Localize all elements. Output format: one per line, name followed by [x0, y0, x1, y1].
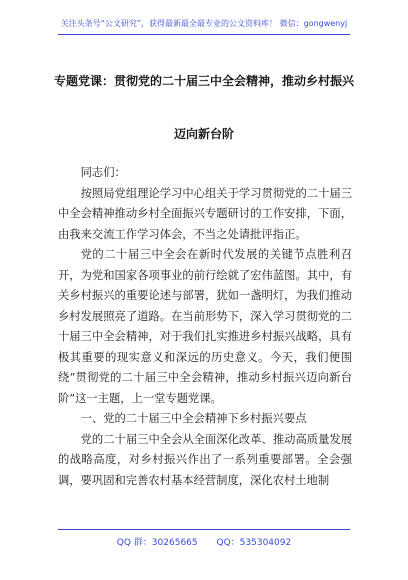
document-body: [58, 163, 352, 491]
header-divider: [58, 34, 350, 35]
section-heading: 一、党的二十届三中全会精神下乡村振兴要点: [80, 412, 307, 425]
page-footer: [0, 535, 408, 548]
footer-divider: [58, 529, 350, 530]
qq-number: QQ：535304092: [216, 538, 292, 548]
page-header: 关注头条号“公文研究”，获得最新最全最专业的公文资料库！ 微信：gongwenyj: [60, 19, 348, 28]
qq-group-number: QQ 群：30265665: [116, 538, 198, 548]
document-title-line-1: 专题党课：贯彻党的二十届三中全会精神，推动乡村振兴: [53, 74, 354, 88]
paragraph: 党的二十届三中全会从全面深化改革、推动高质量发展的战略高度，对乡村振兴作出了一系列重要部署。全会强调，要巩固和完善农村基本经营制度，深化农村土地制: [58, 432, 352, 487]
greeting: 同志们：: [80, 166, 126, 179]
paragraph: 党的二十届三中全会在新时代发展的关键节点胜利召开，为党和国家各项事业的前行绘就了宏伟蓝图。其中，有关乡村振兴的重要论述与部署，犹如一盏明灯，为我们推动乡村发展照亮了道路。在当前形势下，深入学习贯彻党的二十届三中全会精神，对于我们扎实推进乡村振兴战略，具有极其重要的现实意义和深远的历史意义。今天，我们便围绕“贯彻党的二十届三中全会精神，推动乡村振兴迈向新台阶”这一主题，上一堂专题党课。: [58, 248, 352, 405]
paragraph: 按照局党组理论学习中心组关于学习贯彻党的二十届三中全会精神推动乡村全面振兴专题研讨的工作安排，下面，由我来交流工作学习体会，不当之处请批评指正。: [58, 186, 352, 241]
document-title-line-2: 迈向新台阶: [173, 127, 234, 141]
